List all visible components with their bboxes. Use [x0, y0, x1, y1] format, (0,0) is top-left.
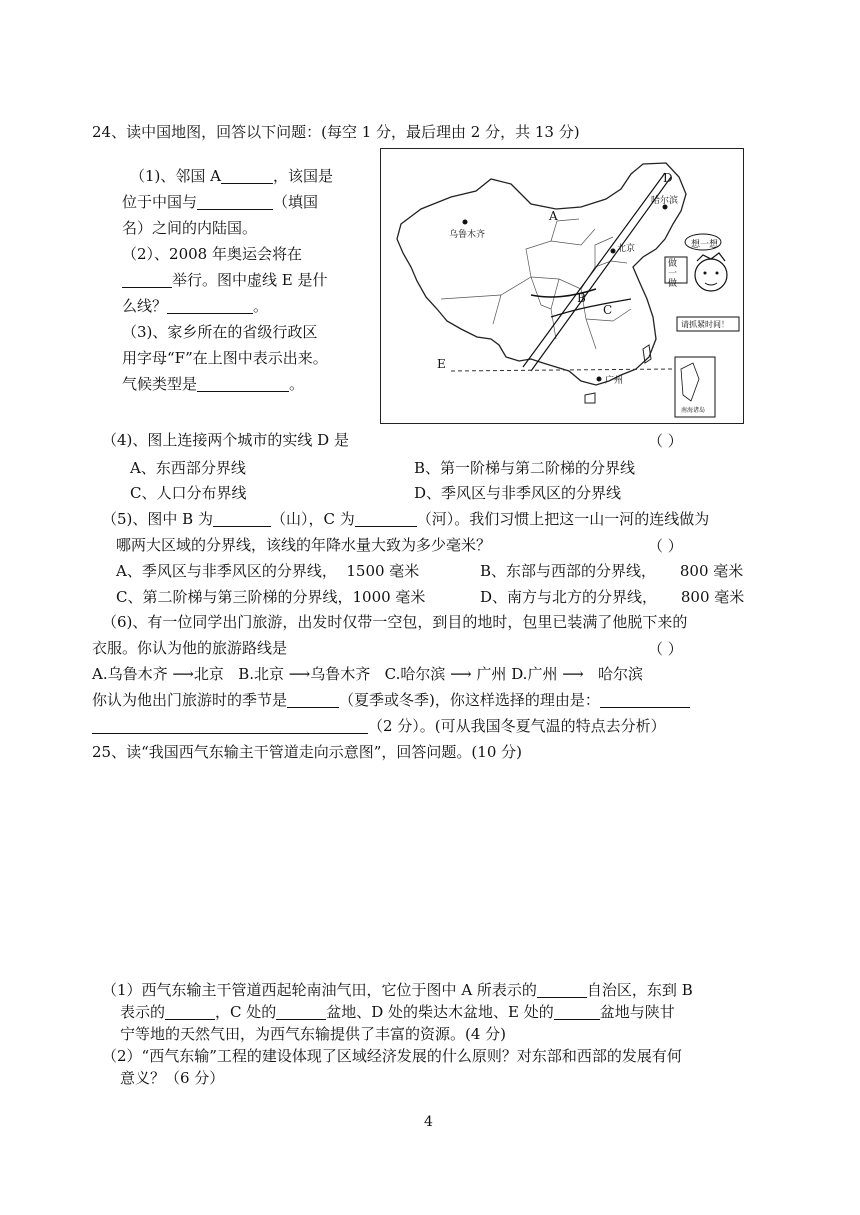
- answer-blank[interactable]: [165, 1003, 215, 1020]
- q5-option-A: A、季风区与非季风区的分界线， 1500 毫米: [116, 562, 420, 580]
- answer-blank[interactable]: [197, 193, 273, 210]
- inset-label: 南海诸岛: [681, 407, 706, 414]
- page-number: 4: [424, 1114, 433, 1130]
- map-label-C: C: [603, 303, 613, 317]
- dot-urumqi: [463, 220, 468, 225]
- q25-p1-line3: 宁等地的天然气田，为西气东输提供了丰富的资源。(4 分): [120, 1025, 507, 1043]
- q5-option-C: C、第二阶梯与第三阶梯的分界线，1000 毫米: [116, 588, 426, 606]
- q25-title: 25、读“我国西气东输主干管道走向示意图”，回答问题。(10 分): [92, 743, 522, 761]
- q4-option-B: B、第一阶梯与第二阶梯的分界线: [414, 459, 636, 477]
- answer-blank[interactable]: [92, 717, 368, 734]
- answer-blank[interactable]: [355, 510, 417, 527]
- arrow-right-icon: ⟶: [167, 665, 194, 683]
- q4-stem: （4)、图上连接两个城市的实线 D 是: [102, 431, 349, 449]
- answer-blank[interactable]: [537, 981, 587, 998]
- answer-blank[interactable]: [213, 510, 271, 527]
- q25-p1-line1: （1）西气东输主干管道西起轮南油气田，它位于图中 A 所表示的 自治区，东到 B: [102, 981, 693, 999]
- answer-blank[interactable]: [276, 1003, 326, 1020]
- china-map: [380, 148, 744, 424]
- arrow-right-icon: ⟶: [445, 665, 477, 683]
- china-outline: [397, 163, 686, 385]
- city-urumqi: 乌鲁木齐: [449, 230, 486, 240]
- answer-blank[interactable]: [221, 167, 273, 184]
- q24-p2-line1: （2）、2008 年奥运会将在: [122, 245, 302, 263]
- answer-blank[interactable]: [600, 691, 690, 708]
- arrow-right-icon: ⟶: [557, 665, 599, 683]
- q24-p2-line2: 举行。图中虚线 E 是什: [122, 270, 328, 290]
- q5-option-B: B、东部与西部的分界线， 800 毫米: [480, 562, 744, 580]
- q6-line4: 你认为他出门旅游时的季节是 （夏季或冬季)，你这样选择的理由是：: [92, 690, 690, 710]
- q5-answer-paren[interactable]: （ ）: [648, 537, 683, 555]
- cartoon-head: [695, 259, 727, 291]
- map-label-B: B: [577, 291, 586, 305]
- answer-blank[interactable]: [287, 691, 339, 708]
- city-beijing: 北京: [617, 244, 636, 254]
- china-map-drawing: [381, 149, 743, 423]
- q24-p3-line2: 用字母“F”在上图中表示出来。: [122, 349, 328, 367]
- dot-beijing: [611, 249, 616, 254]
- q4-option-C: C、人口分布界线: [130, 484, 247, 502]
- hainan: [585, 393, 595, 403]
- q24-p3-line3: 气候类型是 。: [122, 375, 305, 393]
- q25-p2-line1: （2）“西气东输”工程的建设体现了区域经济发展的什么原则？对东部和西部的发展有何: [102, 1047, 682, 1065]
- map-label-E: E: [437, 357, 446, 371]
- q24-p1-line3: 名）之间的内陆国。: [122, 219, 258, 237]
- q6-route-options: A.乌鲁木齐 ⟶北京 B.北京 ⟶乌鲁木齐 C.哈尔滨 ⟶ 广州 D.广州 ⟶ 哈尔滨: [92, 665, 644, 683]
- note-text: 请抓紧时间！: [681, 320, 729, 329]
- answer-blank[interactable]: [197, 375, 289, 392]
- answer-blank[interactable]: [122, 271, 172, 288]
- q6-line1: （6)、有一位同学出门旅游，出发时仅带一空包，到目的地时，包里已装满了他脱下来的: [102, 613, 688, 631]
- q25-p1-line2: 表示的 ，C 处的 盆地、D 处的柴达木盆地、E 处的 盆地与陕甘: [120, 1003, 675, 1021]
- bubble-text: 想一想: [691, 240, 719, 250]
- q24-p3-line1: （3)、家乡所在的省级行政区: [122, 323, 318, 341]
- q6-line2: 衣服。你认为他的旅游路线是: [92, 639, 288, 657]
- q6-answer-paren[interactable]: （ ）: [648, 640, 683, 658]
- answer-blank[interactable]: [554, 1003, 600, 1020]
- q4-option-A: A、东西部分界线: [130, 459, 246, 477]
- q5-option-D: D、南方与北方的分界线， 800 毫米: [480, 588, 745, 606]
- q6-line5: （2 分）。(可从我国冬夏气温的特点去分析）: [92, 716, 666, 736]
- q24-title: 24、读中国地图，回答以下问题：(每空 1 分，最后理由 2 分，共 13 分): [92, 123, 580, 141]
- q24-p1-line2: 位于中国与 （填国: [122, 193, 319, 211]
- q4-answer-paren[interactable]: （ ）: [648, 432, 683, 450]
- line-B: [531, 289, 596, 297]
- q24-p1-line1: （1)、邻国 A ，该国是: [130, 167, 334, 185]
- q25-p2-line2: 意义？（6 分）: [120, 1069, 225, 1087]
- line-C: [551, 299, 631, 317]
- q4-option-D: D、季风区与非季风区的分界线: [414, 484, 622, 502]
- taiwan: [643, 345, 651, 363]
- line-D: [531, 177, 671, 371]
- q5-line2: 哪两大区域的分界线，该线的年降水量大致为多少毫米？: [116, 536, 492, 554]
- answer-blank[interactable]: [167, 297, 253, 314]
- q24-p2-line3: 么线？ 。: [122, 297, 269, 315]
- sign-text: 做一做: [668, 259, 678, 289]
- q5-line1: （5)、图中 B 为 （山），C 为 （河）。我们习惯上把这一山一河的连线做为: [102, 510, 710, 528]
- dot-guangzhou: [597, 377, 602, 382]
- city-harbin: 哈尔滨: [651, 196, 679, 206]
- map-label-D: D: [663, 171, 673, 185]
- line-D-parallel: [523, 173, 665, 367]
- city-guangzhou: 广州: [605, 376, 624, 386]
- arrow-right-icon: ⟶: [284, 665, 311, 683]
- map-label-A: A: [549, 209, 558, 223]
